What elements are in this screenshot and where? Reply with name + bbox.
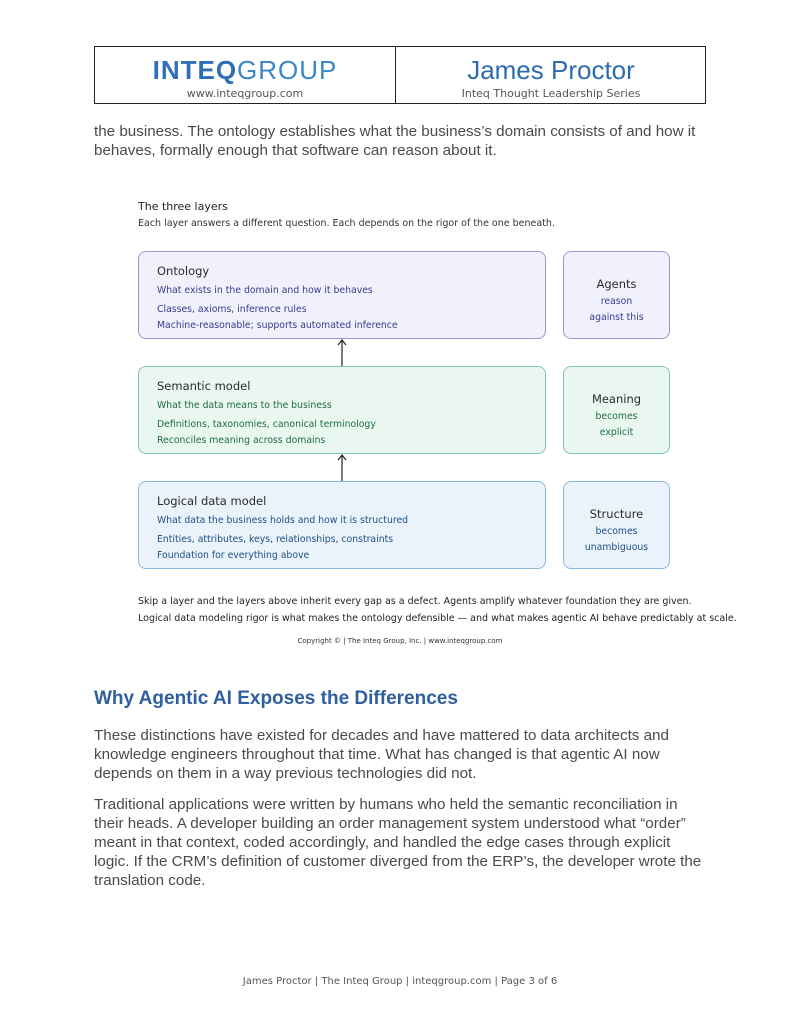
- layer-detail: Definitions, taxonomies, canonical terminology: [157, 419, 376, 430]
- up-arrow-icon: [336, 454, 348, 481]
- logical-layer-box: [138, 481, 546, 569]
- document-header: [94, 46, 706, 104]
- side-line: against this: [589, 312, 644, 323]
- intro-paragraph: the business. The ontology establishes what the business’s domain consists of and how it behaves, formally enough that software can reason about it.: [94, 123, 696, 159]
- layer-title: Semantic model: [157, 379, 251, 393]
- page-footer: James Proctor | The Inteq Group | inteqgroup.com | Page 3 of 6: [242, 976, 558, 987]
- inteq-logo: [95, 56, 395, 84]
- layer-question: What exists in the domain and how it behaves: [157, 285, 373, 296]
- layer-detail: Reconciles meaning across domains: [157, 435, 326, 446]
- layer-detail: Foundation for everything above: [157, 550, 310, 561]
- body-paragraph: Traditional applications were written by humans who held the semantic reconciliation in their heads. A developer building an order management system understood what “order” meant in that context, coded accordingly, and handled the edge cases through explicit logic. If the CRM’s definition of customer diverged from the ERP’s, the developer wrote the translation code.: [94, 796, 702, 889]
- up-arrow-icon: [336, 339, 348, 366]
- ontology-layer-box: [138, 251, 546, 339]
- website-label: www.inteqgroup.com: [186, 87, 304, 100]
- layer-question: What data the business holds and how it is structured: [157, 515, 409, 526]
- layer-title: Logical data model: [157, 494, 267, 508]
- side-line: reason: [600, 296, 633, 307]
- layer-title: Ontology: [157, 264, 210, 278]
- layer-detail: Entities, attributes, keys, relationships, constraints: [157, 534, 394, 545]
- figure-note: Logical data modeling rigor is what makes the ontology defensible — and what makes agentic AI behave predictably at scale.: [138, 613, 737, 624]
- logo-light-text: GROUP: [237, 55, 338, 85]
- body-paragraph: These distinctions have existed for decades and have mattered to data architects and knowledge engineers throughout that time. What has changed is that agentic AI now depends on them in a way previous technologies did not.: [94, 727, 669, 782]
- layer-detail: Classes, axioms, inference rules: [157, 304, 307, 315]
- author-name: James Proctor: [467, 55, 635, 85]
- agents-side-box: [563, 251, 670, 339]
- section-heading: Why Agentic AI Exposes the Differences: [94, 688, 458, 709]
- side-title: Meaning: [591, 392, 642, 406]
- side-title: Structure: [589, 507, 644, 521]
- logo-bold-text: INTEQ: [152, 55, 238, 85]
- side-title: Agents: [596, 277, 637, 291]
- layer-detail: Machine-reasonable; supports automated inference: [157, 320, 398, 331]
- semantic-layer-box: [138, 366, 546, 454]
- figure-note: Skip a layer and the layers above inherit every gap as a defect. Agents amplify whatever foundation they are given.: [138, 596, 692, 607]
- side-line: explicit: [599, 427, 634, 438]
- side-line: becomes: [595, 526, 638, 537]
- layer-question: What the data means to the business: [157, 400, 332, 411]
- figure-subtitle: Each layer answers a different question. Each depends on the rigor of the one beneath.: [138, 218, 555, 229]
- side-line: becomes: [595, 411, 638, 422]
- figure-title: The three layers: [138, 200, 228, 213]
- structure-side-box: [563, 481, 670, 569]
- series-label: Inteq Thought Leadership Series: [461, 87, 641, 100]
- meaning-side-box: [563, 366, 670, 454]
- figure-copyright: Copyright © | The Inteq Group, Inc. | www.inteqgroup.com: [297, 637, 503, 645]
- side-line: unambiguous: [584, 542, 649, 553]
